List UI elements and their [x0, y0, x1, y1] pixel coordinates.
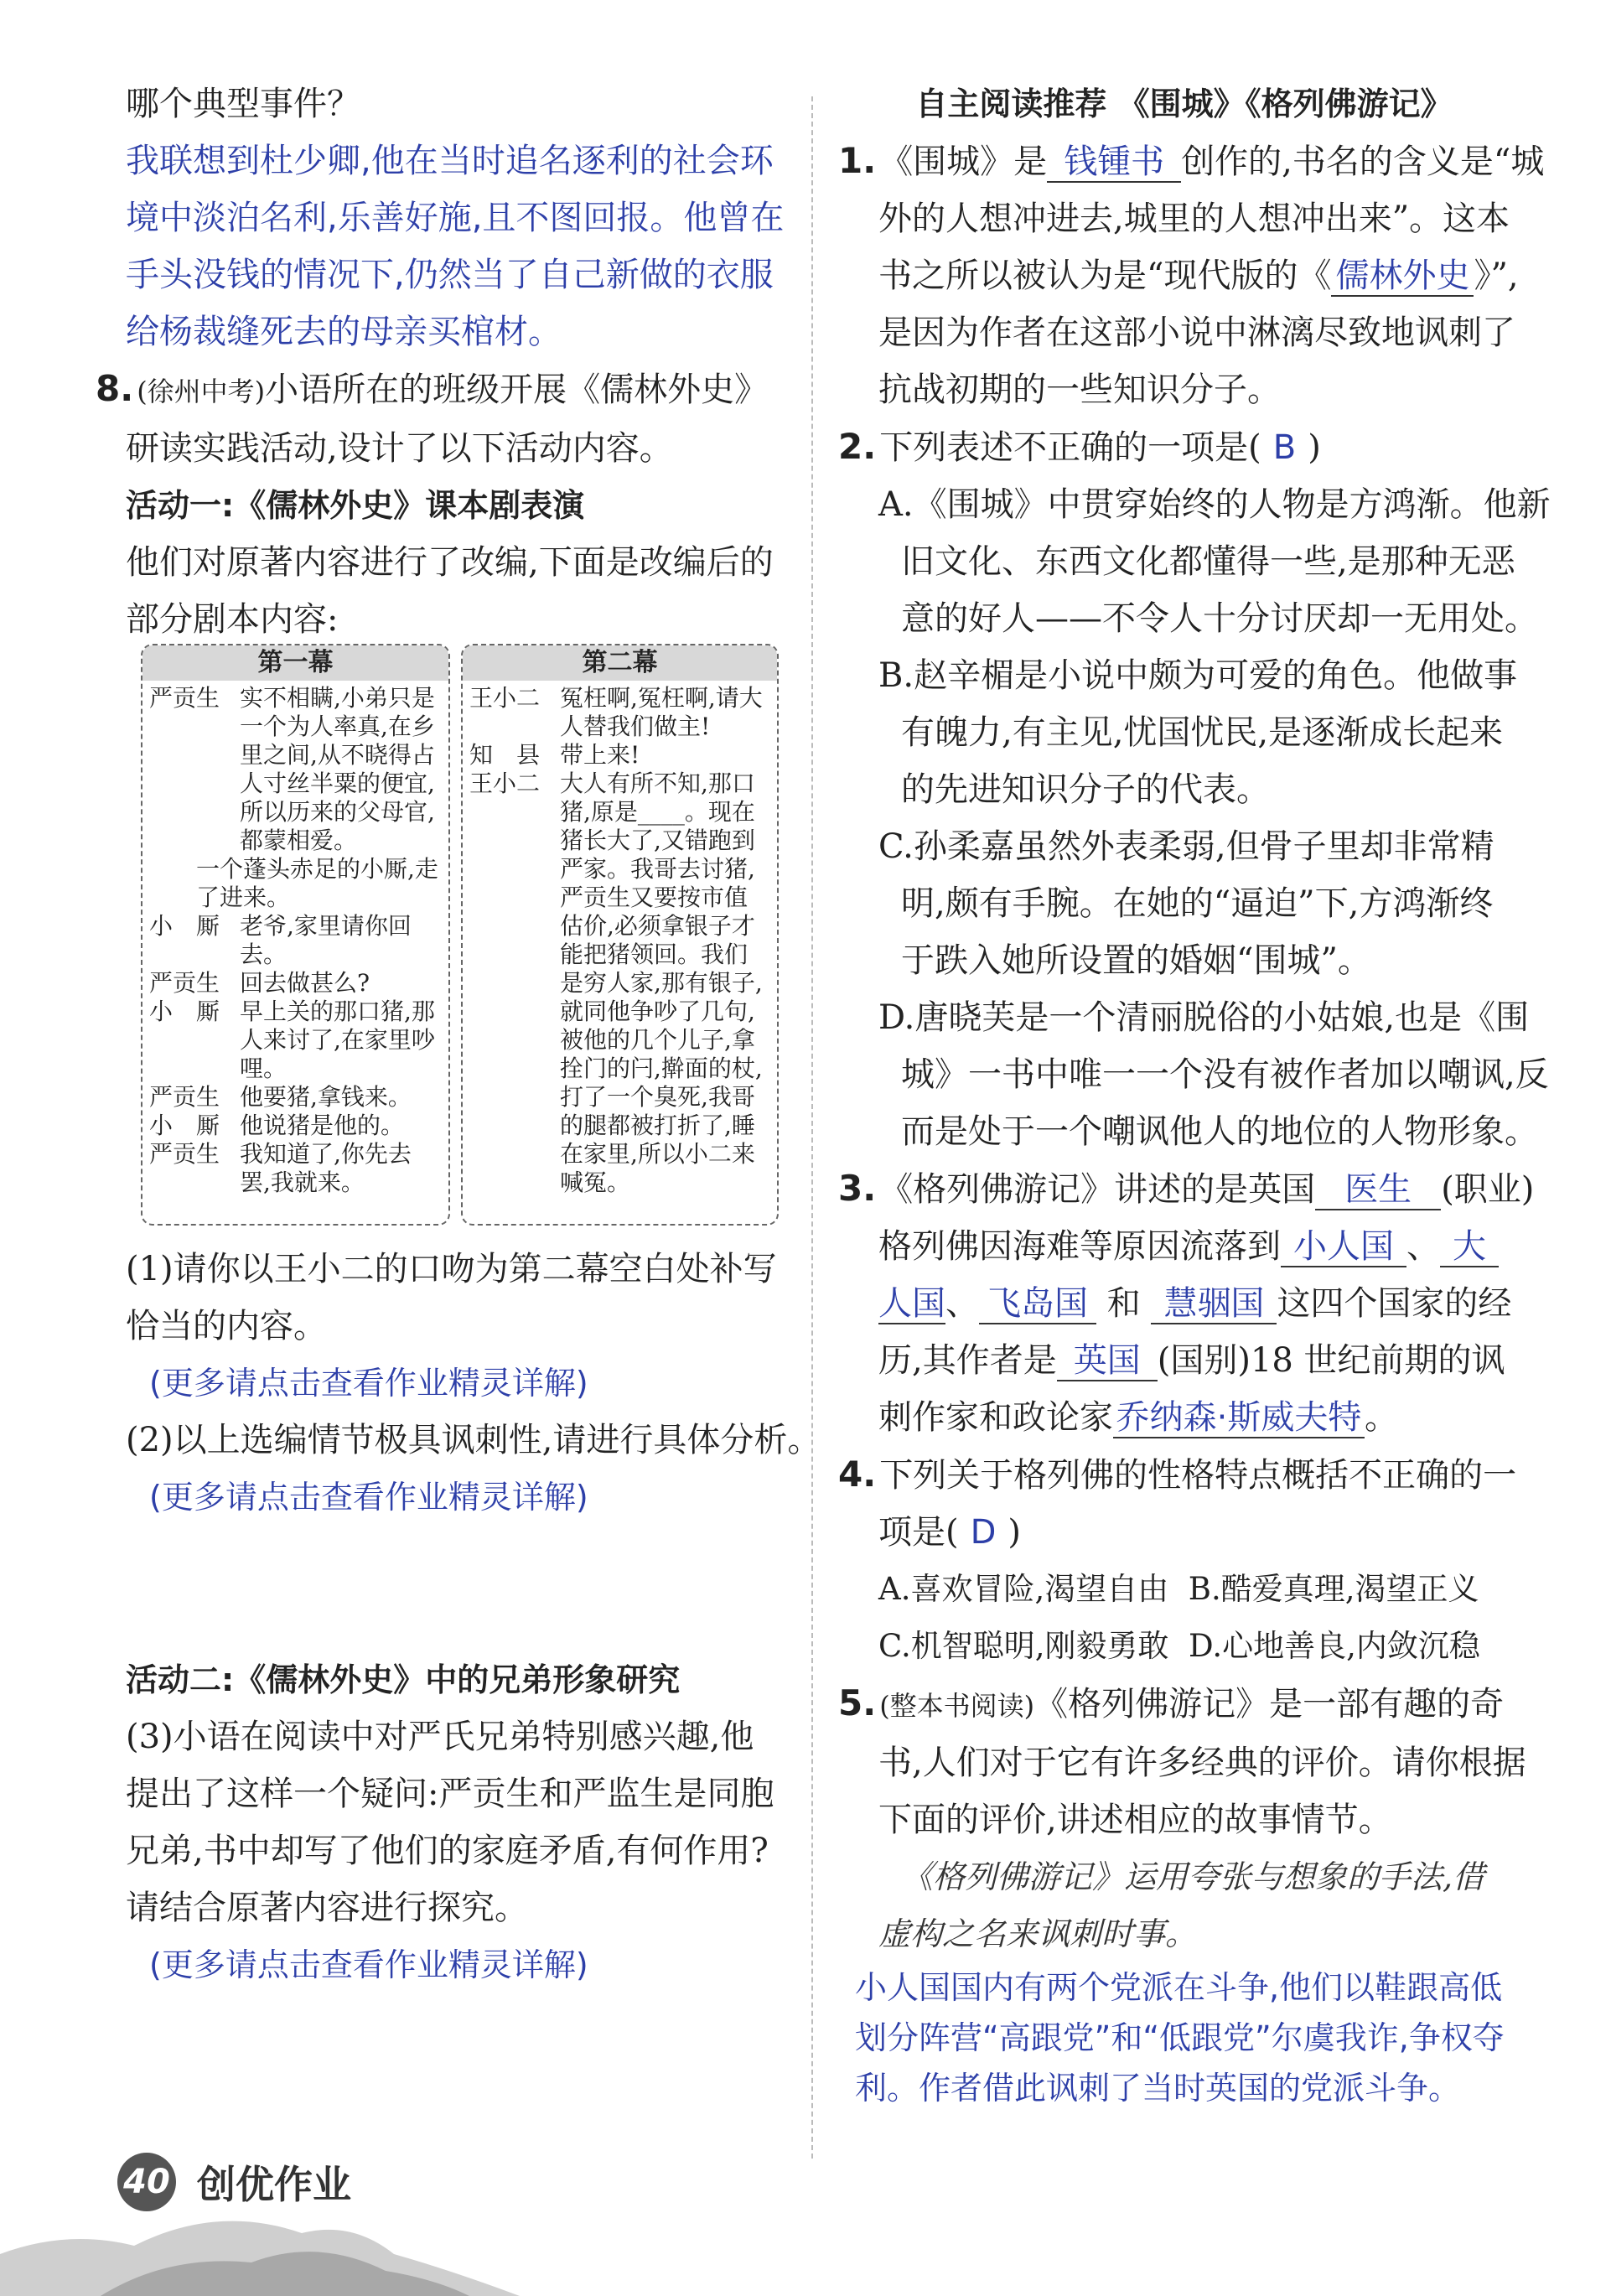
text: 下面的评价,讲述相应的故事情节。: [878, 1801, 1392, 1839]
question-number: 4.: [838, 1454, 877, 1495]
text: 下列表述不正确的一项是(: [879, 428, 1261, 467]
answer-text: 慧骃国: [1163, 1284, 1265, 1323]
answer-text: 小人国: [1293, 1227, 1394, 1266]
answer-line: 手头没钱的情况下,仍然当了自己新做的衣服: [126, 256, 774, 294]
answer-blank: [878, 1284, 945, 1324]
answer-blank: [1057, 1341, 1158, 1381]
dialogue: 回去做甚么?: [240, 969, 370, 997]
text: 这四个国家的经: [1277, 1284, 1512, 1323]
answer-text: B: [1272, 428, 1297, 467]
activity-text: 部分剧本内容:: [126, 600, 339, 639]
column-divider: [811, 96, 813, 2159]
options-row: [838, 1618, 1530, 1675]
speaker: 严贡生: [149, 1083, 220, 1111]
right-column: [838, 75, 1551, 2113]
text: [838, 1275, 1530, 1332]
script-line: [469, 741, 770, 770]
answer-line: 境中淡泊名利,乐善好施,且不图回报。他曾在: [126, 199, 785, 237]
speaker: 小 厮: [149, 998, 220, 1025]
stage-direction: 一个蓬头赤足的小厮,走了进来。: [196, 855, 438, 911]
activity-1-title: 活动一:《儒林外史》课本剧表演: [126, 487, 585, 524]
text: 下列关于格列佛的性格特点概括不正确的一: [879, 1456, 1517, 1495]
option-d: D.唐晓芙是一个清丽脱俗的小姑娘,也是《围: [878, 998, 1530, 1037]
more-details-link[interactable]: (更多请点击查看作业精灵详解): [149, 1365, 588, 1402]
option-c: 于跌入她所设置的婚姻“围城”。: [901, 941, 1371, 980]
answer-line: 给杨裁缝死去的母亲买棺材。: [126, 313, 562, 351]
text: 抗战初期的一些知识分子。: [878, 371, 1281, 409]
source-tag: (整本书阅读): [879, 1690, 1035, 1722]
answer-text: 乔纳森·斯威夫特: [1116, 1398, 1362, 1437]
dialogue: 大人有所不知,那口猪,原是____。现在猪长大了,又错跑到严家。我哥去讨猪,严贡生又要按市值估价,必须拿银子才能把猪领回。我们是穷人家,那有银子,就同他争吵了几句,被他的几个儿子,拿拴门的闩,擀面的杖,打了一个臭死,我哥的腿都被打折了,睡在家里,所以小二来喊冤。: [560, 770, 763, 1196]
answer-line: 划分阵营“高跟党”和“低跟党”尔虞我诈,争权夺: [855, 2019, 1505, 2056]
question-number: 8.: [96, 368, 134, 409]
answer-blank: [1315, 1170, 1441, 1210]
option-d: 而是处于一个嘲讽他人的地位的人物形象。: [901, 1112, 1538, 1151]
text: [838, 1332, 1530, 1389]
text: 创作的,书名的含义是“城: [1181, 143, 1545, 181]
text: 《格列佛游记》是一部有趣的奇: [1034, 1685, 1505, 1723]
text: 书,人们对于它有许多经典的评价。请你根据: [878, 1744, 1526, 1782]
quote-text: 虚构之名来讽刺时事。: [878, 1915, 1198, 1952]
question-text: 小语所在的班级开展《儒林外史》: [265, 371, 769, 409]
script-line: [149, 684, 442, 855]
option-a: A.喜欢冒险,渴望自由: [878, 1571, 1169, 1607]
quote-text: 《格列佛游记》运用夸张与想象的手法,借: [901, 1858, 1485, 1895]
sub-question-3: 请结合原著内容进行探究。: [126, 1889, 528, 1927]
option-b: B.赵辛楣是小说中颇为可爱的角色。他做事: [878, 656, 1518, 695]
section-title: 自主阅读推荐 《围城》《格列佛游记》: [915, 86, 1453, 122]
dialogue: 实不相瞒,小弟只是一个为人率真,在乡里之间,从不晓得占人寸丝半粟的便宜,所以历来的父母官,都蒙相爱。: [240, 684, 435, 854]
activity-text: 他们对原著内容进行了改编,下面是改编后的: [126, 543, 774, 582]
answer-blank: [979, 1284, 1096, 1324]
script-line: [149, 912, 442, 969]
text: (职业): [1441, 1170, 1535, 1209]
question-8: [96, 360, 796, 420]
speaker: 王小二: [469, 684, 541, 712]
option-b: 的先进知识分子的代表。: [901, 770, 1270, 809]
dialogue: 老爷,家里请你回去。: [240, 912, 412, 968]
option-a: A.《围城》中贯穿始终的人物是方鸿渐。他新: [878, 485, 1551, 524]
more-details-link[interactable]: (更多请点击查看作业精灵详解): [149, 1946, 588, 1983]
sub-question-3: 提出了这样一个疑问:严贡生和严监生是同胞: [126, 1775, 774, 1813]
answer-blank: [1281, 1227, 1406, 1267]
text: [838, 1504, 1530, 1561]
text: ): [1308, 428, 1321, 467]
answer-text: D: [970, 1513, 997, 1552]
script-line: [149, 1083, 442, 1112]
answer-text: 钱锺书: [1064, 143, 1165, 181]
speaker: 严贡生: [149, 969, 220, 997]
option-a: 意的好人——不令人十分讨厌却一无用处。: [901, 599, 1538, 638]
option-d: 城》一书中唯一一个没有被作者加以嘲讽,反: [901, 1055, 1549, 1094]
act-lines: [142, 681, 448, 1200]
text: 和: [1106, 1284, 1141, 1323]
script-line: [149, 998, 442, 1083]
text: 。: [1365, 1398, 1398, 1437]
question-number: 2.: [838, 426, 877, 467]
text: 》”,: [1474, 257, 1519, 295]
speaker: 严贡生: [149, 1140, 220, 1168]
answer-line: 小人国国内有两个党派在斗争,他们以鞋跟高低: [855, 1969, 1503, 2006]
script-line: [149, 855, 442, 912]
answer-blank: [1113, 1398, 1365, 1438]
text: 《围城》是: [879, 143, 1048, 181]
dialogue: 我知道了,你先去罢,我就来。: [240, 1140, 412, 1196]
dialogue: 带上来!: [560, 741, 640, 769]
answer-text: 儒林外史: [1335, 257, 1470, 295]
activity-2-title: 活动二:《儒林外史》中的兄弟形象研究: [126, 1661, 681, 1698]
speaker: 王小二: [469, 770, 541, 797]
answer-blank: [1151, 1284, 1277, 1324]
answer-line: 我联想到杜少卿,他在当时追名逐利的社会环: [126, 142, 774, 180]
answer-text: 大: [1453, 1227, 1486, 1266]
sub-question-1: (1)请你以王小二的口吻为第二幕空白处补写: [126, 1250, 777, 1288]
text: [838, 247, 1530, 304]
options-row: [838, 1561, 1530, 1618]
script-line: [149, 1112, 442, 1140]
answer-block-1: [126, 132, 796, 360]
script-line: [149, 969, 442, 998]
script-line: [469, 770, 770, 1197]
text: 外的人想冲进去,城里的人想冲出来”。这本: [878, 200, 1510, 238]
top-prompt: 哪个典型事件？: [126, 85, 360, 123]
brand-logo: 创优作业: [197, 2162, 351, 2207]
answer-line: 利。作者借此讽刺了当时英国的党派斗争。: [855, 2070, 1461, 2107]
speaker: 知 县: [469, 741, 541, 769]
left-column-lower: [126, 1241, 821, 1993]
answer-block-5: [855, 1962, 1530, 2113]
text: 书之所以被认为是“现代版的《: [878, 257, 1332, 295]
script-act-1: [141, 644, 450, 1226]
answer-text: 医生: [1344, 1170, 1412, 1209]
option-c: C.机智聪明,刚毅勇敢: [878, 1628, 1169, 1664]
text: (国别)18 世纪前期的讽: [1157, 1341, 1505, 1380]
option-b: B.酷爱真理,渴望正义: [1188, 1571, 1479, 1607]
question-2: [838, 418, 1530, 476]
act-lines: [463, 681, 777, 1200]
text: 项是(: [878, 1513, 959, 1552]
text: 格列佛因海难等原因流落到: [878, 1227, 1281, 1266]
text: ): [1008, 1513, 1022, 1552]
option-d: D.心地善良,内敛沉稳: [1189, 1628, 1480, 1664]
option-b: 有魄力,有主见,忧国忧民,是逐渐成长起来: [901, 713, 1504, 752]
text: 刺作家和政论家: [878, 1398, 1113, 1437]
text: [838, 1218, 1530, 1275]
sub-question-3: (3)小语在阅读中对严氏兄弟特别感兴趣,他: [126, 1718, 754, 1756]
source-tag: (徐州中考): [137, 376, 266, 407]
act-title: 第二幕: [463, 645, 777, 681]
dialogue: 他要猪,拿钱来。: [240, 1083, 412, 1111]
text: [838, 1389, 1530, 1446]
question-4: [838, 1446, 1530, 1504]
text: 《格列佛游记》讲述的是英国: [879, 1170, 1316, 1209]
left-column: [96, 75, 796, 648]
act-title: 第一幕: [142, 645, 448, 681]
answer-text: 飞岛国: [987, 1284, 1088, 1323]
dialogue: 早上关的那口猪,那人来讨了,在家里吵哩。: [240, 998, 435, 1082]
text: 历,其作者是: [878, 1341, 1057, 1380]
question-text: 研读实践活动,设计了以下活动内容。: [126, 429, 673, 468]
sub-question-1: 恰当的内容。: [126, 1307, 327, 1345]
question-number: 5.: [838, 1682, 877, 1723]
question-5: [838, 1675, 1530, 1734]
sub-question-3: 兄弟,书中却写了他们的家庭矛盾,有何作用?: [126, 1832, 769, 1870]
answer-blank: [1047, 143, 1181, 183]
answer-blank: [1331, 257, 1474, 297]
script-act-2: [461, 644, 779, 1226]
text: 、: [1406, 1227, 1440, 1266]
option-a: 旧文化、东西文化都懂得一些,是那种无恶: [901, 542, 1515, 581]
speaker: 严贡生: [149, 684, 220, 712]
dialogue: 冤枉啊,冤枉啊,请大人替我们做主!: [560, 684, 763, 740]
answer-blank: [1440, 1227, 1499, 1267]
question-number: 1.: [838, 140, 877, 181]
script-line: [469, 684, 770, 741]
option-c: C.孙柔嘉虽然外表柔弱,但骨子里却非常精: [878, 827, 1494, 866]
text: 是因为作者在这部小说中淋漓尽致地讽刺了: [878, 314, 1515, 352]
text: 、: [945, 1284, 979, 1323]
sub-question-2: (2)以上选编情节极具讽刺性,请进行具体分析。: [126, 1421, 821, 1459]
speaker: 小 厮: [149, 1112, 220, 1139]
speaker: 小 厮: [149, 912, 220, 940]
question-number: 3.: [838, 1168, 877, 1209]
question-3: [838, 1160, 1535, 1218]
page-number: 40: [117, 2153, 176, 2211]
answer-text: 人国: [878, 1284, 945, 1323]
option-c: 明,颇有手腕。在她的“逼迫”下,方鸿渐终: [901, 884, 1494, 923]
more-details-link[interactable]: (更多请点击查看作业精灵详解): [149, 1479, 588, 1516]
question-1: [838, 132, 1545, 190]
script-line: [149, 1140, 442, 1197]
dialogue: 他说猪是他的。: [240, 1112, 405, 1139]
answer-text: 英国: [1073, 1341, 1141, 1380]
